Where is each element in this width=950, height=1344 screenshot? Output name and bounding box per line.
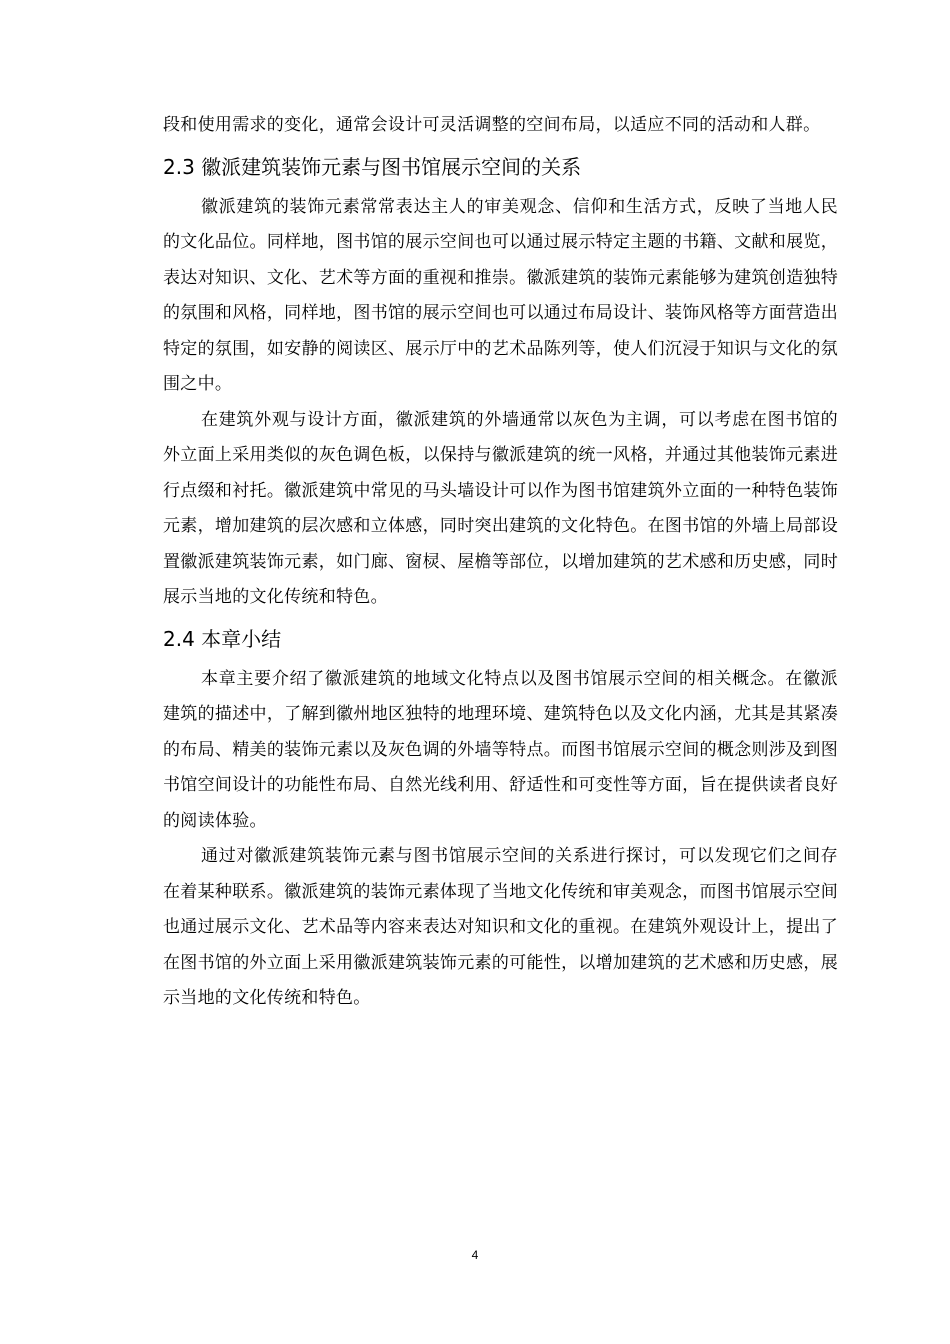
page-number: 4 <box>471 1248 479 1262</box>
section-heading-2-4: 2.4 本章小结 <box>163 626 282 651</box>
section-2-3-paragraph-2: 在建筑外观与设计方面，徽派建筑的外墙通常以灰色为主调，可以考虑在图书馆的外立面上采用类似的灰色调色板，以保持与徽派建筑的统一风格，并通过其他装饰元素进行点缀和衬托。徽派建筑中常见的马头墙设计可以作为图书馆建筑外立面的一种特色装饰元素，增加建筑的层次感和立体感，同时突出建筑的文化特色。在图书馆的外墙上局部设置徽派建筑装饰元素，如门廊、窗棂、屋檐等部位，以增加建筑的艺术感和历史感，同时展示当地的文化传统和特色。 <box>163 409 838 607</box>
section-2-4-paragraph-2: 通过对徽派建筑装饰元素与图书馆展示空间的关系进行探讨，可以发现它们之间存在着某种联系。徽派建筑的装饰元素体现了当地文化传统和审美观念，而图书馆展示空间也通过展示文化、艺术品等内容来表达对知识和文化的重视。在建筑外观设计上，提出了在图书馆的外立面上采用徽派建筑装饰元素的可能性，以增加建筑的艺术感和历史感，展示当地的文化传统和特色。 <box>163 846 838 1008</box>
page-content <box>163 108 838 1017</box>
continued-paragraph: 段和使用需求的变化，通常会设计可灵活调整的空间布局，以适应不同的活动和人群。 <box>163 115 821 135</box>
section-2-4-paragraph-1: 本章主要介绍了徽派建筑的地域文化特点以及图书馆展示空间的相关概念。在徽派建筑的描述中，了解到徽州地区独特的地理环境、建筑特色以及文化内涵，尤其是其紧凑的布局、精美的装饰元素以及灰色调的外墙等特点。而图书馆展示空间的概念则涉及到图书馆空间设计的功能性布局、自然光线利用、舒适性和可变性等方面，旨在提供读者良好的阅读体验。 <box>163 668 838 831</box>
section-2-3-paragraph-1: 徽派建筑的装饰元素常常表达主人的审美观念、信仰和生活方式，反映了当地人民的文化品位。同样地，图书馆的展示空间也可以通过展示特定主题的书籍、文献和展览，表达对知识、文化、艺术等方面的重视和推崇。徽派建筑的装饰元素能够为建筑创造独特的氛围和风格，同样地，图书馆的展示空间也可以通过布局设计、装饰风格等方面营造出特定的氛围，如安静的阅读区、展示厅中的艺术品陈列等，使人们沉浸于知识与文化的氛围之中。 <box>163 196 838 394</box>
section-heading-2-3: 2.3 徽派建筑装饰元素与图书馆展示空间的关系 <box>163 154 582 179</box>
